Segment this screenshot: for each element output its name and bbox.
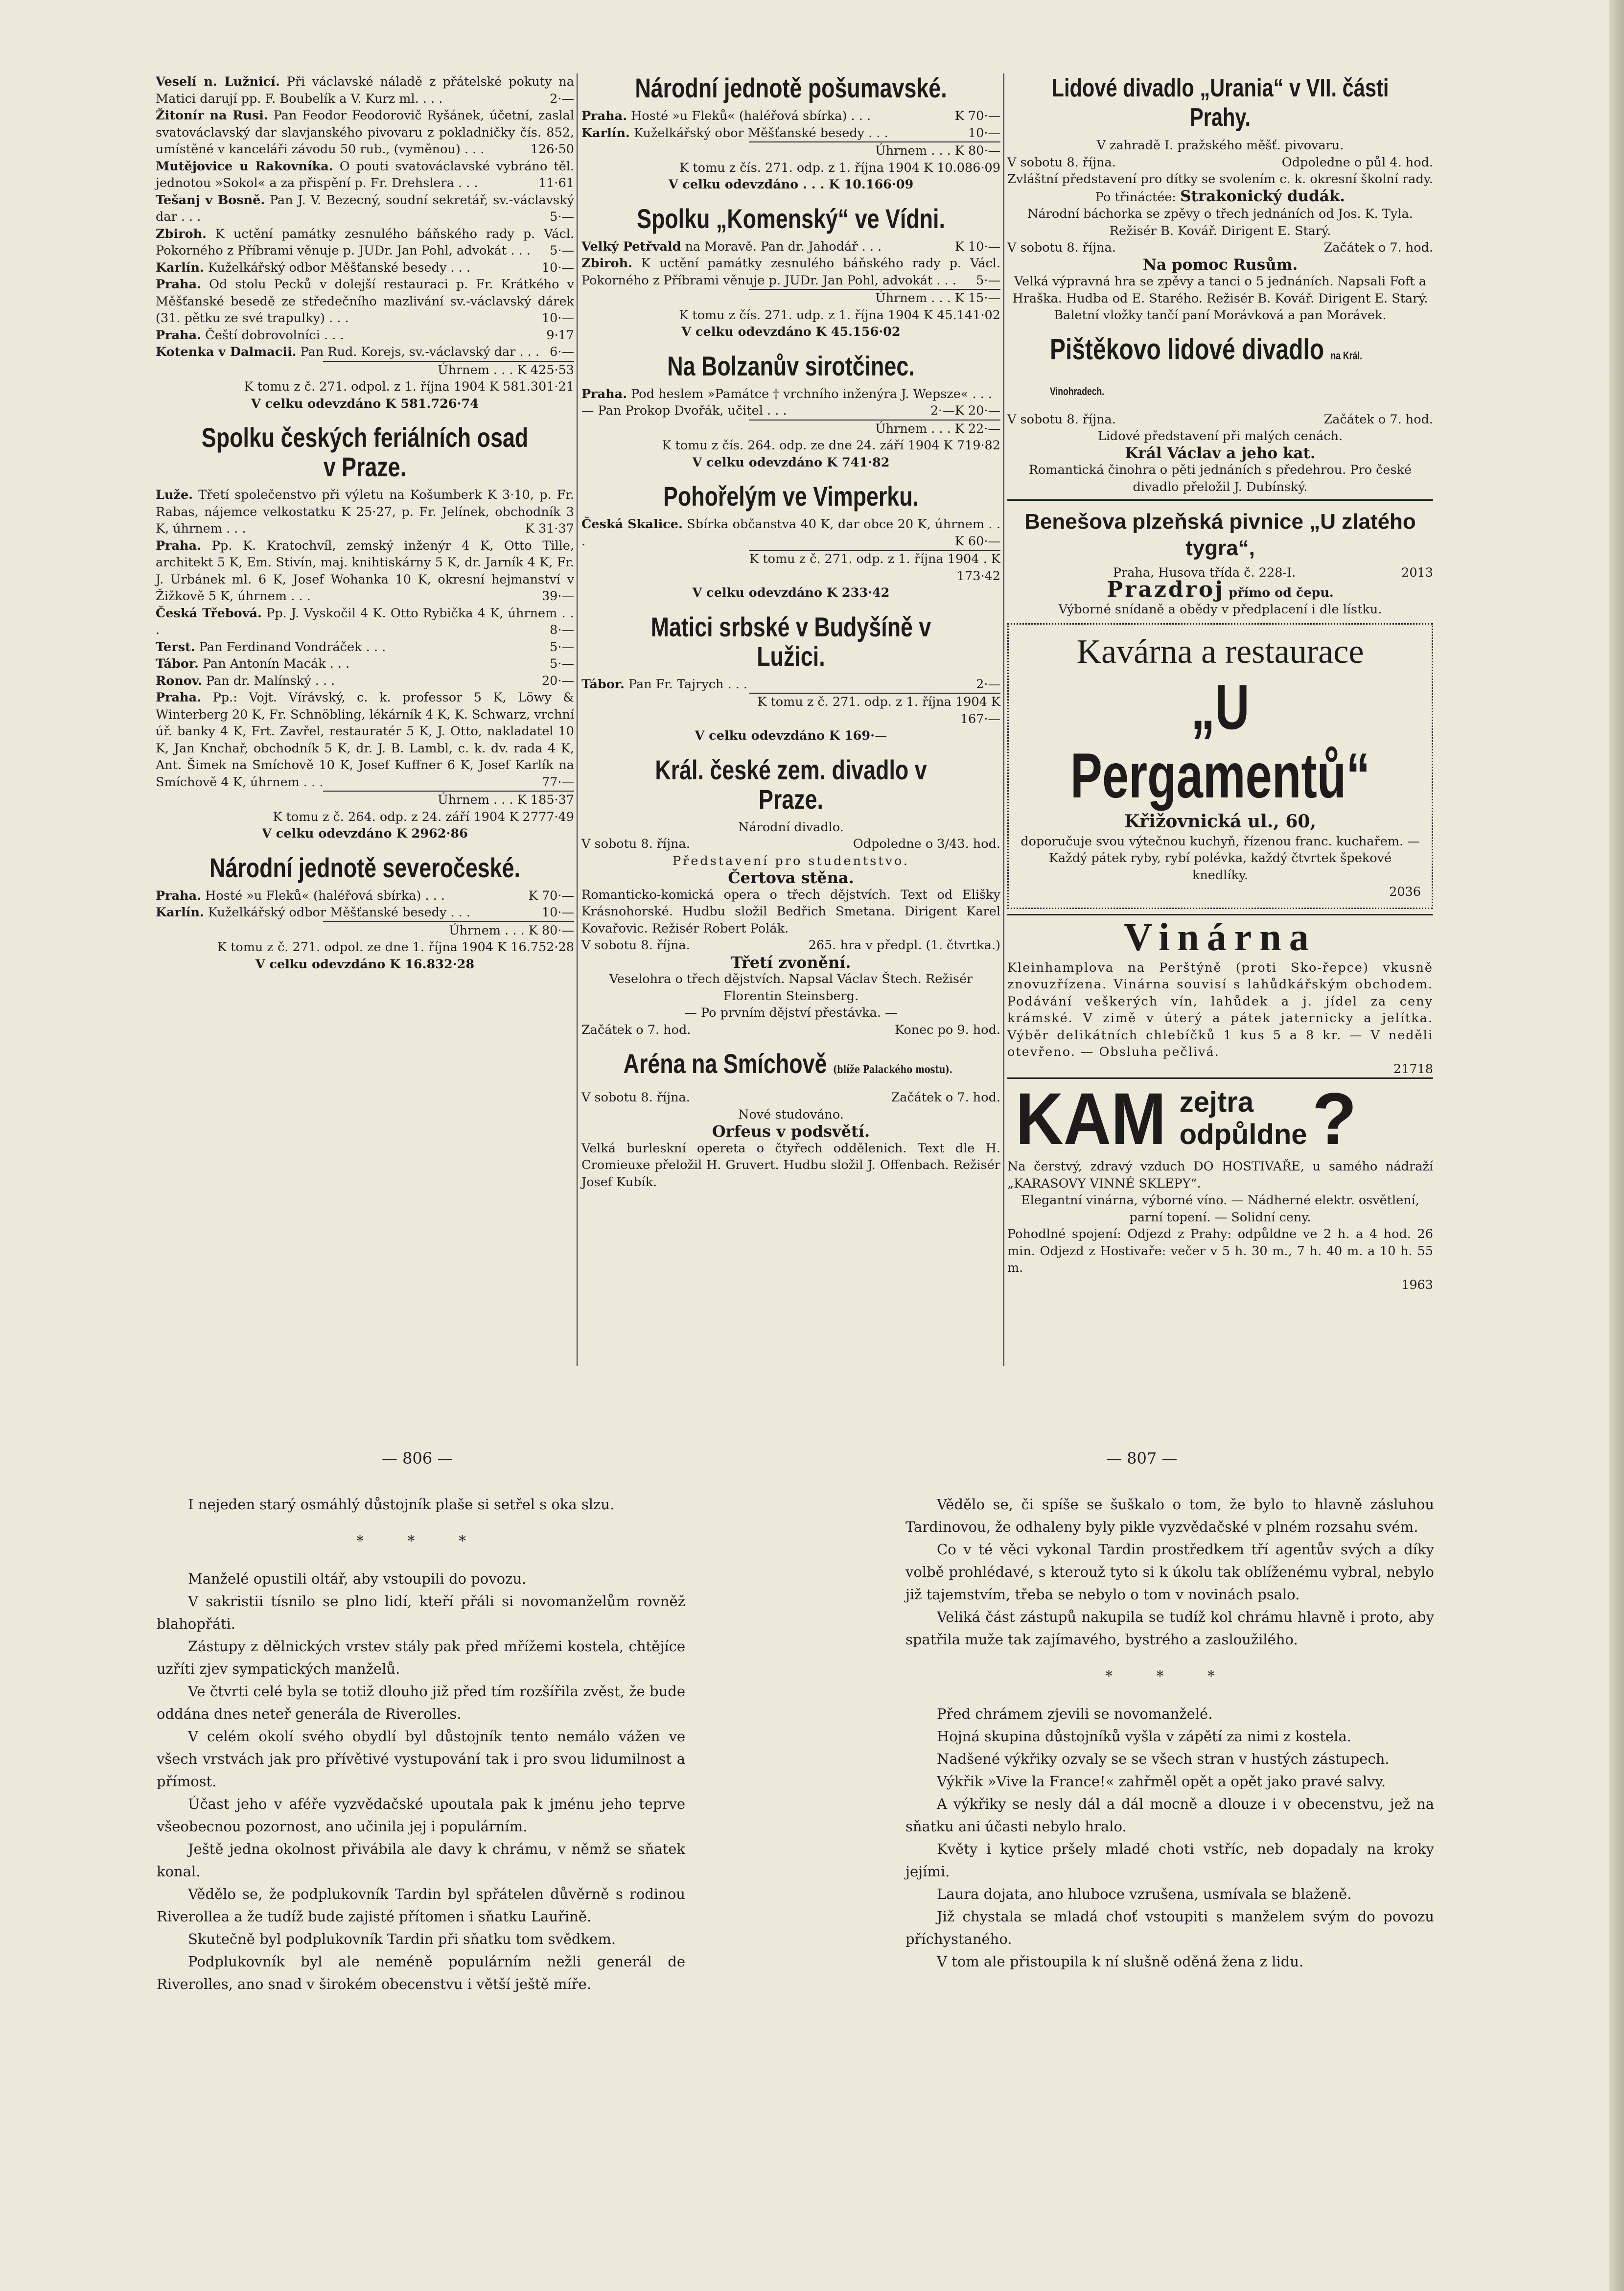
donation-text: Pan Ferdinand Vondráček . . . <box>195 639 386 655</box>
donation-place: Luže. <box>156 488 193 502</box>
donation-text: — Pan Prokop Dvořák, učitel . . . <box>581 403 787 418</box>
donation-total <box>581 420 1000 471</box>
donation-amount: 10·— <box>541 311 574 326</box>
story-paragraph: Účast jeho v aféře vyzvědačské upoutala pak k jménu jeho teprve všeobecnou pozornost, ano učinila jej i populárním. <box>157 1796 685 1835</box>
ad-line: Pohodlné spojení: Odjezd z Prahy: odpůldne ve 2 h. a 4 hod. 26 min. Odjezd z Hostivaře: večer v 5 h. 30 m., 7 h. 40 m. a 10 h. 55 m. <box>1007 1227 1433 1275</box>
play-description: Romanticko-komická opera o třech dějstvích. Text od Elišky Krásnohorské. Hudbu složil Bedřich Smetana. Dirigent Karel Kovařovic. Režisér Robert Polák. <box>581 887 1000 936</box>
ad-headline-word: zejtra <box>1179 1086 1254 1118</box>
donation-amount: 10·— <box>541 905 574 920</box>
donation-text: Čeští dobrovolníci . . . <box>201 327 344 343</box>
donation-amount: 2·— <box>930 403 955 418</box>
ad-location: na Král. Vinohradech. <box>1050 349 1363 397</box>
ad-title: Benešova plzeňská pivnice „U zlatého tygra“, <box>1024 510 1416 560</box>
pistek-ad <box>1007 332 1433 496</box>
story-paragraph: Již chystala se mladá choť vstoupiti s manželem svým do povozu příchystaného. <box>905 1908 1434 1947</box>
theatre-announcement <box>581 1049 1000 1191</box>
story-paragraph: V sakristii tísnilo se plno lidí, kteří přáli si novomanželům rovněž blahopřáti. <box>157 1593 685 1632</box>
ad-line-text: Po třináctée: <box>1095 189 1176 205</box>
grand-total: V celku odevzdáno K 233·42 <box>692 585 890 600</box>
column-3 <box>1007 73 1433 1293</box>
donation-amount: 126·50 <box>530 142 574 157</box>
performance-note: Představení pro studentstvo. <box>672 853 910 868</box>
donation-total <box>156 791 574 842</box>
donation-list <box>156 888 574 921</box>
column-2 <box>581 73 1000 1191</box>
date-right: Odpoledne o 3/43. hod. <box>853 837 1000 851</box>
donation-amount: K 70·— <box>954 109 1000 123</box>
play-description: Velká burleskní opereta o čtyřech oddělenich. Text dle H. Cromieuxe přeložil H. Gruvert. Hudbu složil J. Offenbach. Režisér Josef Kubík. <box>581 1141 1000 1190</box>
donation-entry <box>156 158 574 192</box>
theatre-sub: Nové studováno. <box>738 1107 844 1122</box>
subtotal-line: K tomu z č. 271. odp. z 1. října 1904 . K 173·42 <box>749 550 1000 584</box>
theatre-location: (blíže Palackého mostu). <box>833 1063 952 1076</box>
donation-text: K uctění památky zesnulého báňského rady p. Václ. Pokorného z Příbrami věnuje p. JUDr. Jan Pohl, advokát . . . <box>581 256 1000 288</box>
story-paragraph: Skutečně byl podplukovník Tardin při sňatku tom svědkem. <box>188 1931 616 1947</box>
section-heading: Národní jednotě severočeské. <box>209 852 520 883</box>
ad-number: 2013 <box>1401 565 1433 580</box>
date-left: V sobotu 8. října. <box>1007 412 1116 427</box>
donation-text: Pan Fr. Tajrych . . . <box>624 677 748 692</box>
donation-text: Sbírka občanstva 40 K, dar obce 20 K, úhrnem . . . <box>581 517 1000 549</box>
subtotal-line: K tomu z č. 264. odp. z 24. září 1904 K 2777·49 <box>273 809 574 824</box>
donation-place: Zbiroh. <box>581 256 632 271</box>
ad-line <box>1007 188 1433 206</box>
story-paragraph: Co v té věci vykonal Tardin prostředkem tří agentův svých a díky volbě prohlédavé, s kterouž tyto si k úkolu tak oblíženému vybral, nebylo již tajemstvím, třeba se nebylo o tom v novinách psalo. <box>905 1541 1434 1603</box>
play-title: Třetí zvonění. <box>731 953 851 972</box>
donation-text: Hosté »u Fleků« (haléřová sbírka) . . . <box>201 888 445 903</box>
donation-place: Žitonír na Rusi. <box>156 108 268 123</box>
subtotal-line: K tomu z čís. 271. udp. z 1. října 1904 K 45.141·02 <box>679 307 1000 323</box>
donation-amount: K 60·— <box>954 534 1000 549</box>
donation-text: Od stolu Pecků v dolejší restauraci p. Fr. Krátkého v Měšťanské besedě ze středečního mazlivání sv.-václavský dárek (31. pětku ze své trapulky) . . . <box>156 277 574 326</box>
section-heading: Národní jednotě pošumavské. <box>635 72 947 103</box>
ad-line: Zvláštní představení pro dítky se svolením c. k. okresní školní rady. <box>1007 172 1433 187</box>
donation-entry <box>156 192 574 226</box>
ad-line: Elegantní vinárna, výborné víno. — Nádherné elektr. osvětlení, parní topení. — Solidní ceny. <box>1021 1193 1419 1225</box>
ad-line: Na čerstvý, zdravý vzduch DO HOSTIVAŘE, u samého nádraží „KARASOVY VINNÉ SKLEPY“. <box>1007 1159 1433 1191</box>
story-paragraph: Ještě jedna okolnost přivábila ale davy k chrámu, v němž se sňatek konal. <box>157 1841 685 1880</box>
ad-line: Lidové představení při malých cenách. <box>1097 429 1343 444</box>
donation-text: na Moravě. Pan dr. Jahodář . . . <box>681 239 882 254</box>
subtotal-line: Úhrnem . . . K 425·53 <box>323 361 574 379</box>
donation-place: Karlín. <box>156 260 204 275</box>
ad-line: doporučuje svou výtečnou kuchyň, řízenou franc. kuchařem. — Každý pátek ryby, rybí polévka, každý čtvrtek špekové knedlíky. <box>1021 834 1420 883</box>
donation-list <box>156 487 574 791</box>
story-paragraph: V celém okolí svého obydlí byl důstojník tento nemálo vážen ve všech vrstvách jak pro přívětivé vystupování tak i pro svou lidumilnost a přímost. <box>157 1728 685 1790</box>
ad-number: 1963 <box>1401 1277 1433 1292</box>
grand-total: V celku odevzdáno K 581.726·74 <box>251 396 479 411</box>
donation-amount: K 20·— <box>954 403 1000 418</box>
prazdroj-label: Prazdroj <box>1107 577 1225 602</box>
theatre-title <box>624 1049 959 1084</box>
ad-title <box>1050 332 1391 406</box>
donation-entry <box>156 655 574 673</box>
donation-amount: 77·— <box>541 774 574 790</box>
subtotal-line: Úhrnem . . . K 80·— <box>323 921 574 939</box>
story-paragraph: Laura dojata, ano hluboce vzrušena, usmívala se blaženě. <box>937 1886 1352 1902</box>
donation-place: Ronov. <box>156 673 202 688</box>
theatre-announcement <box>581 755 1000 1039</box>
donation-entry <box>581 125 1000 142</box>
donation-entry <box>156 487 574 538</box>
donation-place: Velký Petřvald <box>581 239 681 254</box>
kam-ad <box>1007 1077 1433 1293</box>
donation-list <box>581 516 1000 550</box>
ad-line: Romantická činohra o pěti jednáních s předehrou. Pro české divadlo přeložil J. Dubínský. <box>1028 463 1412 494</box>
story-paragraphs <box>905 1703 1434 1973</box>
ad-title: Vinárna <box>1124 915 1317 959</box>
donation-entry <box>156 673 574 690</box>
donation-entry <box>156 605 574 639</box>
donation-entry <box>581 238 1000 256</box>
vinarna-ad <box>1007 914 1433 1078</box>
story-paragraph: V tom ale přistoupila k ní slušně oděná žena z lidu. <box>937 1953 1304 1970</box>
ad-address: Křižovnická ul., 60, <box>1124 811 1316 832</box>
donation-text: Pp. K. Kratochvíl, zemský inženýr 4 K, Otto Tille, architekt 5 K, Em. Stivín, maj. knihtiskárny 5 K, dr. Jarník 4 K, Fr. J. Urbánek ml. 6 K, Josef Wohanka 10 K, okresní hejmanství v Žižkově 5 K, úhrnem . . . <box>156 538 574 604</box>
page-number-left: — 806 — <box>382 1449 453 1468</box>
donation-list <box>581 238 1000 289</box>
story-paragraph: Před chrámem zjevili se novomanželé. <box>937 1706 1213 1722</box>
donation-place: Terst. <box>156 639 195 655</box>
donation-place: Tešanj v Bosně. <box>156 192 265 208</box>
donation-place: Karlín. <box>156 905 204 920</box>
theatre-title-text: Aréna na Smíchově <box>623 1048 827 1079</box>
grand-total: V celku odevzdáno K 169·— <box>695 728 887 743</box>
section-heading: Spolku českých feriálních osad v Praze. <box>201 422 529 482</box>
donation-text: O pouti svatováclavské vybráno těl. jednotou »Sokol« a za přispění p. Fr. Drehslera . . . <box>156 159 574 190</box>
intermission-note: — Po prvním dějství přestávka. — <box>684 1005 898 1020</box>
story-paragraph: Vědělo se, či spíše se šuškalo o tom, že bylo to hlavně zásluhou Tardinovou, že odhaleny byly pikle vyzvědačské v plném rozsahu svém. <box>905 1496 1434 1535</box>
donation-list <box>581 676 1000 693</box>
donation-entry <box>156 73 574 107</box>
section-heading: Spolku „Komenský“ ve Vídni. <box>637 203 945 234</box>
section-stars: * * * <box>356 1533 486 1550</box>
subtotal-line: K tomu z čís. 271. odp. z 1. října 1904 K 10.086·09 <box>679 160 1000 175</box>
grand-total: V celku odevzdáno K 16.832·28 <box>255 957 475 972</box>
play-title: Strakonický dudák. <box>1180 187 1346 205</box>
story-paragraph: Květy i kytice pršely mladé choti vstříc, neb dopadaly na kroky jejími. <box>905 1841 1434 1880</box>
donation-entry <box>581 108 1000 125</box>
donation-amount: 10·— <box>968 125 1000 140</box>
grand-total: V celku odevzdáno K 741·82 <box>692 455 890 470</box>
story-paragraph: Vědělo se, že podplukovník Tardin byl spřátelen důvěrně s rodinou Riverollea a že tudíž bude zajisté přítomen i sňatku Lauřině. <box>157 1886 685 1925</box>
donation-place: Česká Třebová. <box>156 606 262 621</box>
question-mark: ? <box>1312 1077 1357 1160</box>
end-time: Konec po 9. hod. <box>894 1022 1000 1037</box>
donation-entry <box>156 538 574 605</box>
play-title: Na pomoc Rusům. <box>1142 256 1298 274</box>
donation-text: Kuželkářský odbor Měšťanské besedy . . . <box>204 905 471 920</box>
donation-place: Mutějovice u Rakovníka. <box>156 159 333 174</box>
subtotal-line: Úhrnem . . . K 15·— <box>749 289 1000 307</box>
ad-title: Kavárna a restaurace <box>1076 632 1364 671</box>
donation-place: Praha. <box>156 327 202 343</box>
donation-place: Karlín. <box>581 125 630 140</box>
ad-line <box>1007 577 1433 602</box>
donation-entry <box>156 689 574 791</box>
donation-text: Pan Feodor Feodorovič Ryšánek, účetní, zaslal svatováclavský dar slavjanského pivovaru z pokladničky čís. 852, umístěné v kanceláři závodu 50 rub., (vyměnou) . . . <box>156 108 574 157</box>
section-heading: Pohořelým ve Vimperku. <box>663 481 919 512</box>
date-right: Začátek o 7. hod. <box>1323 240 1433 255</box>
donation-amount: 6·— <box>550 345 574 359</box>
donation-text: Pod heslem »Památce † vrchního inženýra J. Wepsze« . . . <box>627 386 993 401</box>
donation-amount: K 31·37 <box>525 521 574 536</box>
ad-address: Praha, Husova třída č. 228-I. <box>1113 565 1296 580</box>
donation-amount: 5·— <box>550 656 574 671</box>
donation-place: Kotenka v Dalmacii. <box>156 345 297 359</box>
story-paragraph: Ve čtvrti celé byla se totiž dlouho již před tím rozšířila zvěst, že bude oddána dnes neteř generála de Riverolles. <box>157 1683 685 1722</box>
donation-total <box>581 693 1000 745</box>
story-paragraph: Výkřik »Vive la France!« zahřměl opět a opět jako pravé salvy. <box>937 1773 1386 1790</box>
play-title: Král Václav a jeho kat. <box>1125 444 1316 462</box>
donation-entry <box>156 226 574 259</box>
story-right <box>905 1493 1434 1973</box>
date-right: Odpoledne o půl 4. hod. <box>1281 155 1433 170</box>
subtotal-line: K tomu z č. 271. odpol. ze dne 1. října 1904 K 16.752·28 <box>217 940 574 955</box>
donation-place: Zbiroh. <box>156 226 207 241</box>
date-right: 265. hra v předpl. (1. čtvrtka.) <box>808 938 1000 953</box>
donation-amount: 20·— <box>541 673 574 688</box>
subtotal-line: Úhrnem . . . K 185·37 <box>323 791 574 809</box>
ad-line: Národní báchorka se zpěvy o třech jednáních od Jos. K. Tyla. Režisér B. Kovář. Dirigent E. Starý. <box>1027 207 1413 238</box>
donation-place: Praha. <box>581 386 627 401</box>
donation-total <box>156 921 574 973</box>
donation-text: Kuželkářský obor Měšťanské besedy . . . <box>629 125 888 140</box>
story-paragraph: I nejeden starý osmáhlý důstojník plaše si setřel s oka slzu. <box>188 1496 615 1513</box>
donation-amount: 8·— <box>550 623 574 637</box>
donation-total <box>581 289 1000 341</box>
donation-place: Tábor. <box>581 677 625 692</box>
donation-total <box>156 361 574 413</box>
donation-amount: 2·— <box>976 677 1000 692</box>
section-stars: * * * <box>1105 1668 1235 1685</box>
donation-amount: 5·— <box>550 210 574 224</box>
column-1 <box>156 73 574 973</box>
start-time: Začátek o 7. hod. <box>581 1022 691 1037</box>
page-number-right: — 807 — <box>1106 1449 1178 1468</box>
donation-text: K uctění památky zesnulého báňského rady p. Václ. Pokorného z Příbrami věnuje p. JUDr. Jan Pohl, advokát . . . <box>156 226 574 258</box>
donation-place: Praha. <box>156 538 202 553</box>
ad-headline: KAM <box>1016 1077 1166 1160</box>
donation-amount: 2·— <box>550 91 574 106</box>
donation-amount: K 10·— <box>954 239 1000 254</box>
pergament-ad <box>1007 623 1433 909</box>
donation-text: Třetí společenstvo při výletu na Košumberk K 3·10, p. Fr. Rabas, nájemce velkostatku K 25·27, p. Fr. Jelínek, obchodník 3 K, úhrnem . . . <box>156 488 574 536</box>
donation-amount: 11·61 <box>538 176 574 190</box>
donation-text: Pan Antonín Macák . . . <box>198 656 350 671</box>
donation-total <box>581 141 1000 193</box>
donation-amount: 5·— <box>550 639 574 655</box>
subtotal-line: K tomu z č. 271. odpol. z 1. října 1904 K 581.301·21 <box>244 379 574 394</box>
date-right: Začátek o 7. hod. <box>1323 412 1433 427</box>
ad-line: Výborné snídaně a obědy v předplacení i dle lístku. <box>1058 602 1382 617</box>
donation-text: Hosté »u Fleků« (haléřová sbírka) . . . <box>627 109 871 123</box>
grand-total: V celku odevzdáno K 45.156·02 <box>681 325 901 339</box>
date-right: Začátek o 7. hod. <box>891 1090 1000 1105</box>
grand-total: V celku odevzdáno . . . K 10.166·09 <box>668 177 914 192</box>
story-left <box>157 1493 685 1995</box>
donation-place: Veselí n. Lužnicí. <box>156 74 280 89</box>
donation-entry <box>156 344 574 361</box>
date-left: V sobotu 8. října. <box>1007 155 1116 170</box>
ad-title-text: Pištěkovo lidové divadlo <box>1050 332 1324 366</box>
play-title: Orfeus v podsvětí. <box>712 1122 870 1141</box>
date-left: V sobotu 8. října. <box>581 938 690 953</box>
section-heading: Na Bolzanův sirotčinec. <box>667 350 915 381</box>
subtotal-line: Úhrnem . . . K 80·— <box>749 141 1000 160</box>
donation-amount: 39·— <box>541 589 574 604</box>
story-paragraph: Nadšené výkřiky ozvaly se se všech stran v hustých zástupech. <box>937 1751 1390 1767</box>
donation-entry <box>156 276 574 327</box>
benesov-ad <box>1007 499 1433 618</box>
donation-amount: K 70·— <box>528 888 574 903</box>
donation-text: Kuželkářský odbor Měšťanské besedy . . . <box>204 260 471 275</box>
donation-entry <box>156 888 574 905</box>
ad-headline-word: odpůldne <box>1179 1119 1307 1150</box>
donation-text: Pp. J. Vyskočil 4 K. Otto Rybička 4 K, úhrnem . . . <box>156 606 574 637</box>
column-rule <box>577 73 578 1366</box>
subtotal-line: K tomu z čís. 264. odp. ze dne 24. září 1904 K 719·82 <box>662 438 1000 453</box>
donation-text: Pan dr. Malínský . . . <box>202 673 335 688</box>
grand-total: V celku odevzdáno K 2962·86 <box>262 826 468 841</box>
theatre-title: Král. české zem. divadlo v Praze. <box>655 754 927 815</box>
donation-entry <box>156 904 574 921</box>
section-heading: Matici srbské v Budyšíně v Lužici. <box>650 611 931 672</box>
story-paragraph: A výkřiky se nesly dál a dál mocně a dlouze i v obecenstvu, jež na sňatku ani účasti nebylo hralo. <box>905 1796 1434 1835</box>
donation-entry <box>156 259 574 277</box>
column-rule <box>1003 73 1004 1366</box>
ad-number: 21718 <box>1393 1061 1433 1076</box>
ad-number: 2036 <box>1389 885 1421 899</box>
donation-amount: 5·— <box>550 243 574 258</box>
subtotal-line: Úhrnem . . . K 22·— <box>749 420 1000 438</box>
donation-list <box>581 108 1000 141</box>
urania-ad <box>1007 73 1433 324</box>
theatre-sub: Národní divadlo. <box>738 819 844 835</box>
story-paragraphs <box>157 1493 685 1995</box>
story-paragraph: Manželé opustili oltář, aby vstoupili do povozu. <box>188 1570 527 1587</box>
donation-text: Při václavské náladě z přátelské pokuty na Matici darují pp. F. Boubelík a V. Kurz ml. . . . <box>156 74 574 106</box>
donation-entry <box>156 639 574 656</box>
donation-place: Česká Skalice. <box>581 517 683 532</box>
story-paragraphs <box>905 1493 1434 1651</box>
date-left: V sobotu 8. října. <box>581 1090 690 1105</box>
ad-line-text: přímo od čepu. <box>1229 585 1334 600</box>
date-left: V sobotu 8. října. <box>581 837 690 851</box>
ad-line: V zahradě I. pražského měšť. pivovaru. <box>1096 138 1344 153</box>
donation-entry <box>581 255 1000 289</box>
subtotal-line: K tomu z č. 271. odp. z 1. října 1904 K 167·— <box>749 693 1000 727</box>
ad-line: Velká výpravná hra se zpěvy a tanci o 5 jednáních. Napsali Foft a Hraška. Hudba od E. Starého. Režisér B. Kovář. Dirigent E. Starý. Baletní vložky tančí paní Morávková a pan Morávek. <box>1012 274 1428 323</box>
donation-amount: 5·— <box>976 273 1000 288</box>
story-paragraph: Podplukovník byl ale neméně populárním nežli generál de Riverolles, ano snad v širokém obecenstvu i větší ještě míře. <box>157 1953 685 1992</box>
donation-text: Pan Rud. Korejs, sv.-václavský dar . . . <box>296 345 539 359</box>
donation-list <box>156 73 574 361</box>
donation-place: Praha. <box>156 888 202 903</box>
story-paragraph: Hojná skupina důstojníků vyšla v zápětí za nimi z kostela. <box>937 1728 1351 1745</box>
donation-text: Pp.: Vojt. Vírávský, c. k. professor 5 K, Löwy & Winterberg 20 K, Fr. Schnöbling, lékárník 4 K, K. Schwarz, vrchní úř. banky 4 K, Frt. Zavřel, restauratér 5 K, J. Otto, nakladatel 10 K, Jan Knchař, obchodník 5 K, dr. J. B. Lambl, c. k. dv. rada 4 K, Ant. Šimek na Smíchově 10 K, Josef Kuffner 6 K, Josef Karlík na Smíchově 4 K, úhrnem . . . <box>156 690 574 790</box>
donation-amount: 9·17 <box>546 327 574 343</box>
donation-place: Tábor. <box>156 656 199 671</box>
donation-total <box>581 550 1000 602</box>
story-paragraph: Zástupy z dělnických vrstev stály pak před mřížemi kostela, chtějíce uzříti zjev sympatických manželů. <box>157 1638 685 1677</box>
donation-list <box>581 386 1000 420</box>
donation-place: Praha. <box>581 109 627 123</box>
donation-entry <box>156 107 574 158</box>
donation-place: Praha. <box>156 690 202 705</box>
donation-entry <box>581 402 1000 420</box>
donation-amount: 10·— <box>541 260 574 275</box>
donation-entry <box>581 516 1000 550</box>
play-title: Čertova stěna. <box>728 868 854 887</box>
ad-name: „U Pergamentů“ <box>1070 671 1370 811</box>
ad-line: Kleinhamplova na Perštýně (proti Sko-řepce) vkusně znovuzřízena. Vinárna souvisí s lahůdkářským obchodem. Podávání veškerých vín, lahůdek a j. jídel za ceny krámské. V zimě v úterý a pátek jaternicky a jelítka. Výběr delikátních chlebíčků 1 kus 5 a 8 kr. — V neděli otevřeno. — Obsluha pečlivá. <box>1007 960 1433 1059</box>
page-edge <box>1609 0 1624 2291</box>
ad-title: Lidové divadlo „Urania“ v VII. části Prahy. <box>1051 74 1389 132</box>
donation-entry <box>581 676 1000 693</box>
date-left: V sobotu 8. října. <box>1007 240 1116 255</box>
donation-place: Praha. <box>156 277 202 292</box>
play-description: Veselohra o třech dějstvích. Napsal Václav Štech. Režisér Florentin Steinsberg. <box>609 972 973 1004</box>
story-paragraph: Veliká část zástupů nakupila se tudíž kol chrámu hlavně i proto, aby spatřila muže tak zajímavého, bystrého a zasloužilého. <box>905 1609 1434 1648</box>
donation-entry <box>156 327 574 344</box>
donation-text: Pan J. V. Bezecný, soudní sekretář, sv.-václavský dar . . . <box>156 192 574 224</box>
